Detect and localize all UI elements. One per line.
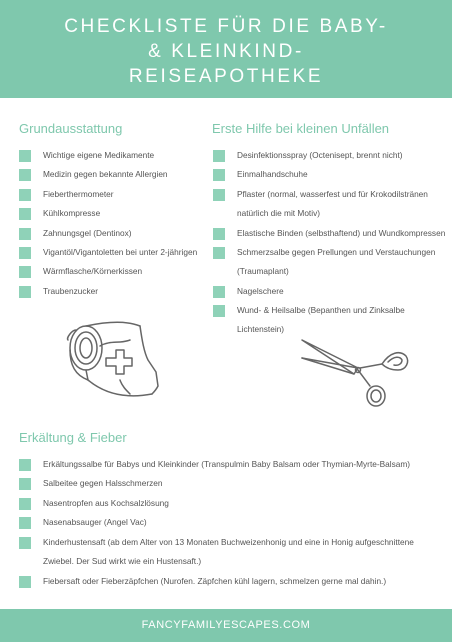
checkbox[interactable] [19, 478, 31, 490]
list-item-continued: natürlich die mit Motiv) [237, 208, 320, 218]
checkbox[interactable] [213, 228, 225, 240]
checkbox[interactable] [19, 228, 31, 240]
list-item: Vigantöl/Vigantoletten bei unter 2-jährigen [43, 247, 198, 257]
checkbox[interactable] [213, 150, 225, 162]
list-item: Schmerzsalbe gegen Prellungen und Verstauchungen [237, 247, 436, 257]
list-item: Nasentropfen aus Kochsalzlösung [43, 498, 169, 508]
page-title [0, 14, 452, 89]
checkbox[interactable] [19, 537, 31, 549]
checkbox[interactable] [213, 189, 225, 201]
list-item: Wichtige eigene Medikamente [43, 150, 155, 160]
checkbox[interactable] [19, 286, 31, 298]
list-item: Traubenzucker [43, 286, 99, 296]
list-item: Fiebersaft oder Fieberzäpfchen (Nurofen. Zäpfchen kühl lagern, schmelzen gerne mal dahin.) [43, 576, 387, 586]
list-item: Medizin gegen bekannte Allergien [43, 169, 168, 179]
checkbox[interactable] [213, 247, 225, 259]
checkbox[interactable] [19, 459, 31, 471]
footer-website: FANCYFAMILYESCAPES.COM [141, 619, 311, 631]
header-banner [0, 0, 452, 98]
list-item: Kühlkompresse [43, 208, 101, 218]
checkbox[interactable] [213, 286, 225, 298]
title-line-2: & KLEINKIND- [148, 41, 304, 62]
section-title-erste-hilfe: Erste Hilfe bei kleinen Unfällen [212, 121, 390, 136]
checkbox[interactable] [19, 247, 31, 259]
list-item: Pflaster (normal, wasserfest und für Krokodilstränen [237, 189, 428, 199]
checkbox[interactable] [19, 576, 31, 588]
checkbox[interactable] [19, 498, 31, 510]
list-item-continued: (Traumaplant) [237, 266, 289, 276]
list-item: Einmalhandschuhe [237, 169, 308, 179]
list-item: Wärmflasche/Körnerkissen [43, 266, 143, 276]
list-item: Fieberthermometer [43, 189, 114, 199]
list-item: Nasenabsauger (Angel Vac) [43, 517, 147, 527]
section-title-erkaeltung-fieber: Erkältung & Fieber [19, 430, 127, 445]
list-item: Nagelschere [237, 286, 284, 296]
list-item: Erkältungssalbe für Babys und Kleinkinder (Transpulmin Baby Balsam oder Thymian-Myrte-Balsam) [43, 459, 411, 469]
checkbox[interactable] [19, 266, 31, 278]
title-line-1: CHECKLISTE FÜR DIE BABY- [64, 16, 388, 37]
bandage-roll-icon [60, 310, 170, 410]
list-item: Salbeitee gegen Halsschmerzen [43, 478, 163, 488]
list-item: Wund- & Heilsalbe (Bepanthen und Zinksalbe [237, 305, 405, 315]
scissors-icon [298, 330, 413, 415]
checkbox[interactable] [213, 305, 225, 317]
title-line-3: REISEAPOTHEKE [128, 66, 324, 87]
checkbox[interactable] [19, 150, 31, 162]
checkbox[interactable] [19, 169, 31, 181]
list-item-continued: Lichtenstein) [237, 324, 285, 334]
section-title-grundausstattung: Grundausstattung [19, 121, 123, 136]
checkbox[interactable] [19, 517, 31, 529]
list-item: Zahnungsgel (Dentinox) [43, 228, 132, 238]
checkbox[interactable] [19, 208, 31, 220]
list-item: Desinfektionsspray (Octenisept, brennt nicht) [237, 150, 403, 160]
footer-banner [0, 609, 452, 642]
checkbox[interactable] [213, 169, 225, 181]
list-item: Elastische Binden (selbsthaftend) und Wundkompressen [237, 228, 446, 238]
list-item-continued: Zwiebel. Der Sud wirkt wie ein Hustensaft.) [43, 556, 202, 566]
checkbox[interactable] [19, 189, 31, 201]
list-item: Kinderhustensaft (ab dem Alter von 13 Monaten Buchweizenhonig und eine in Honig aufgeschnittene [43, 537, 414, 547]
